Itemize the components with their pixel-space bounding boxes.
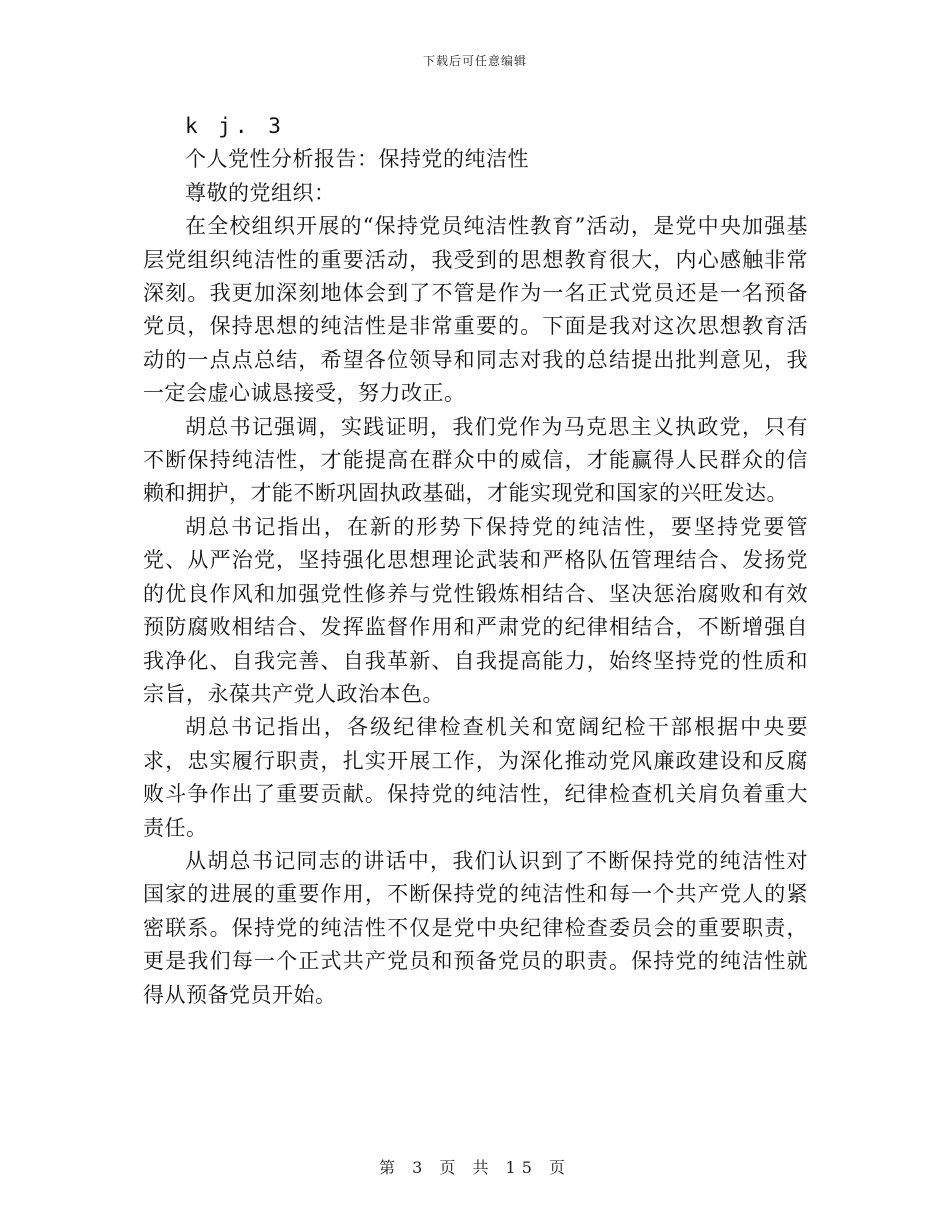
page-number: 第 3 页 共 15 页 <box>379 1158 571 1177</box>
salutation: 尊敬的党组织： <box>185 180 336 205</box>
document-code: k j. 3 <box>185 114 285 138</box>
document-body <box>143 110 808 1012</box>
paragraph: 胡总书记指出，各级纪律检查机关和宽阔纪检干部根据中央要求，忠实履行职责，扎实开展工作，为深化推动党风廉政建设和反腐败斗争作出了重要贡献。保持党的纯洁性，纪律检查机关肩负着重大责任。 <box>143 715 808 840</box>
paragraph: 胡总书记指出，在新的形势下保持党的纯洁性，要坚持党要管党、从严治党，坚持强化思想理论武装和严格队伍管理结合、发扬党的优良作风和加强党性修养与党性锻炼相结合、坚决惩治腐败和有效预防腐败相结合、发挥监督作用和严肃党的纪律相结合，不断增强自我净化、自我完善、自我革新、自我提高能力，始终坚持党的性质和宗旨，永葆共产党人政治本色。 <box>143 514 808 706</box>
document-title: 个人党性分析报告：保持党的纯洁性 <box>185 147 529 172</box>
paragraph: 在全校组织开展的“保持党员纯洁性教育”活动，是党中央加强基层党组织纯洁性的重要活动，我受到的思想教育很大，内心感触非常深刻。我更加深刻地体会到了不管是作为一名正式党员还是一名预备党员，保持思想的纯洁性是非常重要的。下面是我对这次思想教育活动的一点点总结，希望各位领导和同志对我的总结提出批判意见，我一定会虚心诚恳接受，努力改正。 <box>143 214 808 406</box>
page-header: 下载后可任意编辑 <box>422 54 527 68</box>
paragraph: 胡总书记强调，实践证明，我们党作为马克思主义执政党，只有不断保持纯洁性，才能提高在群众中的威信，才能赢得人民群众的信赖和拥护，才能不断巩固执政基础，才能实现党和国家的兴旺发达。 <box>143 414 808 506</box>
paragraph: 从胡总书记同志的讲话中，我们认识到了不断保持党的纯洁性对国家的进展的重要作用，不断保持党的纯洁性和每一个共产党人的紧密联系。保持党的纯洁性不仅是党中央纪律检查委员会的重要职责，更是我们每一个正式共产党员和预备党员的职责。保持党的纯洁性就得从预备党员开始。 <box>143 848 808 1007</box>
